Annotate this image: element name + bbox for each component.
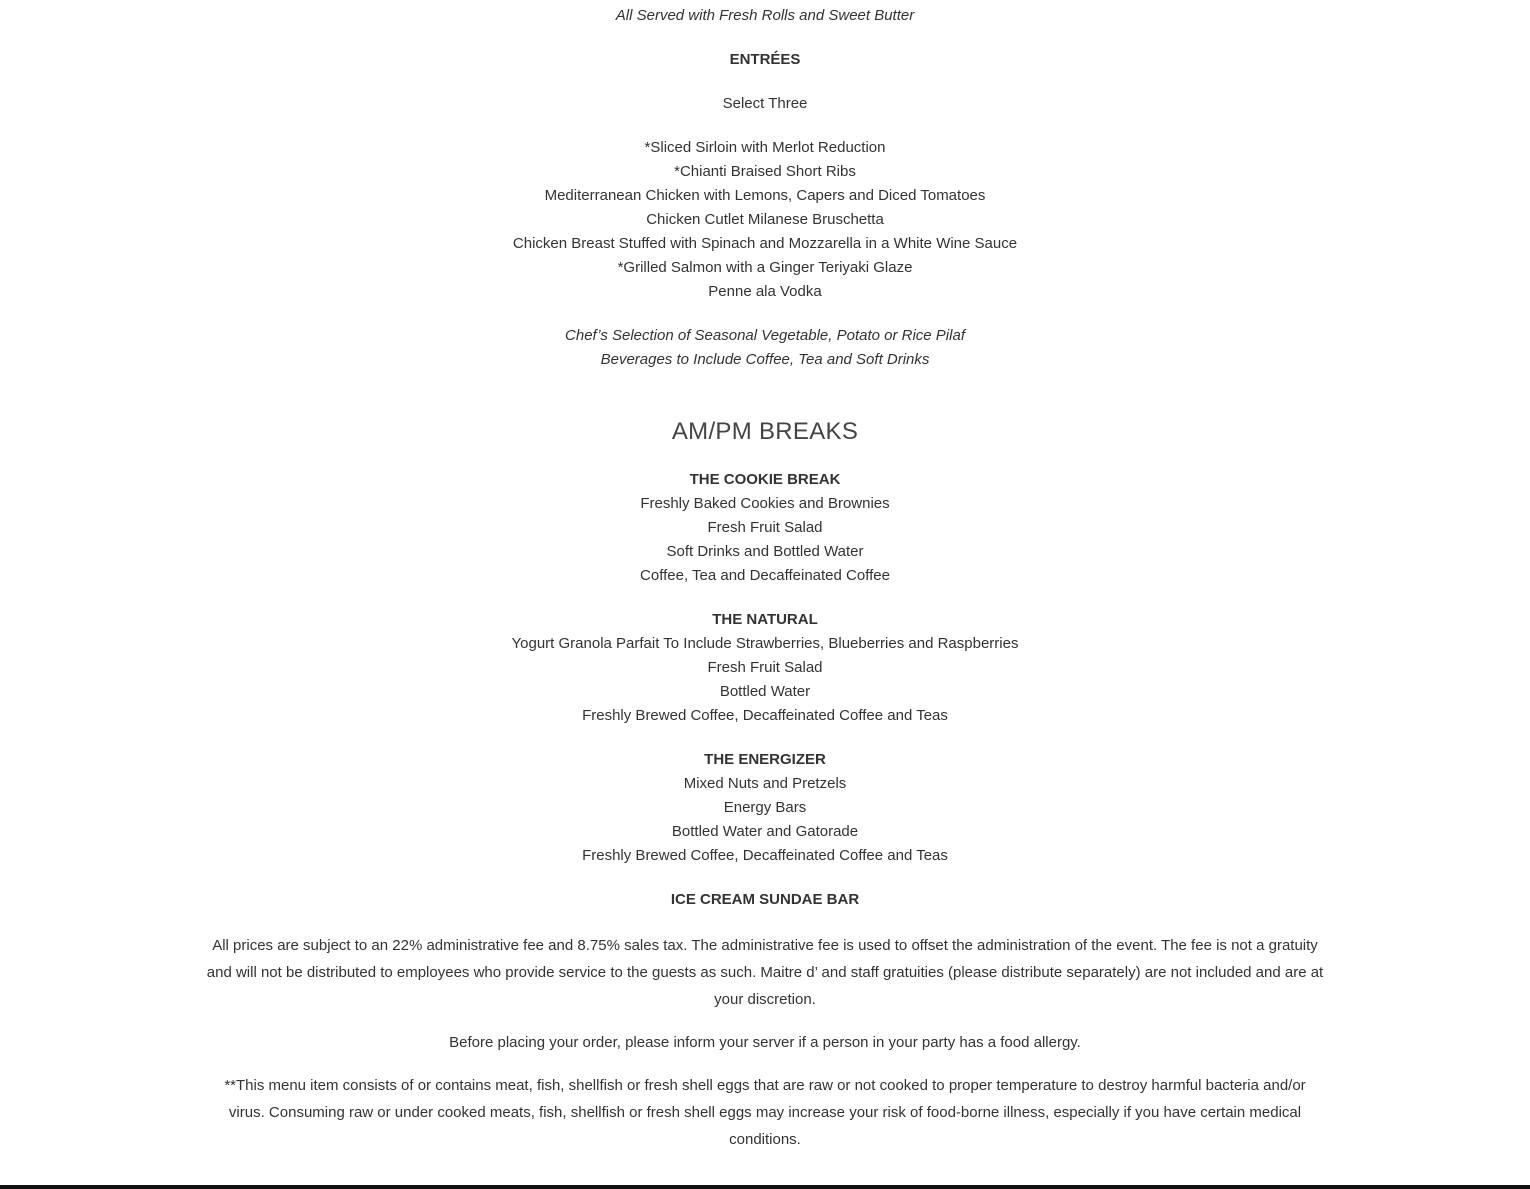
break-item: Freshly Brewed Coffee, Decaffeinated Coffee and Teas (582, 707, 948, 724)
break-item: Freshly Baked Cookies and Brownies (640, 495, 890, 512)
break-item: Soft Drinks and Bottled Water (666, 543, 864, 560)
break-item: Bottled Water (719, 683, 811, 700)
entree-item: *Grilled Salmon with a Ginger Teriyaki Glaze (617, 259, 913, 276)
breaks-title: AM/PM BREAKS (671, 418, 859, 445)
entrees-intro: All Served with Fresh Rolls and Sweet Butter (615, 7, 915, 24)
entree-item: *Chianti Braised Short Ribs (674, 163, 856, 180)
break-package-name: ICE CREAM SUNDAE BAR (670, 891, 860, 908)
break-package (0, 468, 1530, 588)
fee-disclaimer: All prices are subject to an 22% administrative fee and 8.75% sales tax. The administrative fee is used to offset the administration of the event. The fee is not a gratuity and will not be distributed to employees who provide service to the guests as such. Maitre d’ and staff gratuities (please distribute separately) are not included and are at your discretion. (206, 937, 1324, 1008)
break-item: Bottled Water and Gatorade (671, 823, 859, 840)
break-item: Energy Bars (723, 799, 807, 816)
raw-food-warning: **This menu item consists of or contains meat, fish, shellfish or fresh shell eggs that are raw or not cooked to proper temperature to destroy harmful bacteria and/or virus. Consuming raw or under cooked meats, fish, shellfish or fresh shell eggs may increase your risk of food-borne illness, especially if you have certain medical conditions. (224, 1077, 1306, 1148)
break-item: Coffee, Tea and Decaffeinated Coffee (640, 567, 890, 584)
break-package (0, 748, 1530, 868)
entree-item: Mediterranean Chicken with Lemons, Capers and Diced Tomatoes (544, 187, 986, 204)
break-item: Fresh Fruit Salad (707, 519, 823, 536)
entrees-heading: ENTRÉES (729, 51, 801, 68)
break-item: Fresh Fruit Salad (707, 659, 823, 676)
entree-item: Chicken Breast Stuffed with Spinach and Mozzarella in a White Wine Sauce (512, 235, 1018, 252)
break-package-name: THE COOKIE BREAK (689, 471, 841, 488)
menu-notes (205, 932, 1325, 1153)
entrees-instruction: Select Three (722, 95, 808, 112)
entrees-list (0, 136, 1530, 304)
entrees-side-note: Beverages to Include Coffee, Tea and Soft Drinks (600, 351, 930, 368)
break-package-name: THE ENERGIZER (704, 751, 826, 768)
break-package (0, 608, 1530, 728)
break-item: Mixed Nuts and Pretzels (683, 775, 847, 792)
entree-item: Chicken Cutlet Milanese Bruschetta (646, 211, 884, 228)
allergy-notice: Before placing your order, please inform your server if a person in your party has a food allergy. (449, 1034, 1081, 1051)
entree-item: *Sliced Sirloin with Merlot Reduction (644, 139, 886, 156)
break-package-name: THE NATURAL (712, 611, 818, 628)
entrees-side-note: Chef’s Selection of Seasonal Vegetable, Potato or Rice Pilaf (565, 327, 965, 344)
break-item: Yogurt Granola Parfait To Include Strawberries, Blueberries and Raspberries (511, 635, 1019, 652)
break-item: Freshly Brewed Coffee, Decaffeinated Coffee and Teas (582, 847, 948, 864)
bottom-divider (0, 1185, 1530, 1189)
entree-item: Penne ala Vodka (708, 283, 822, 300)
break-package (0, 888, 1530, 912)
